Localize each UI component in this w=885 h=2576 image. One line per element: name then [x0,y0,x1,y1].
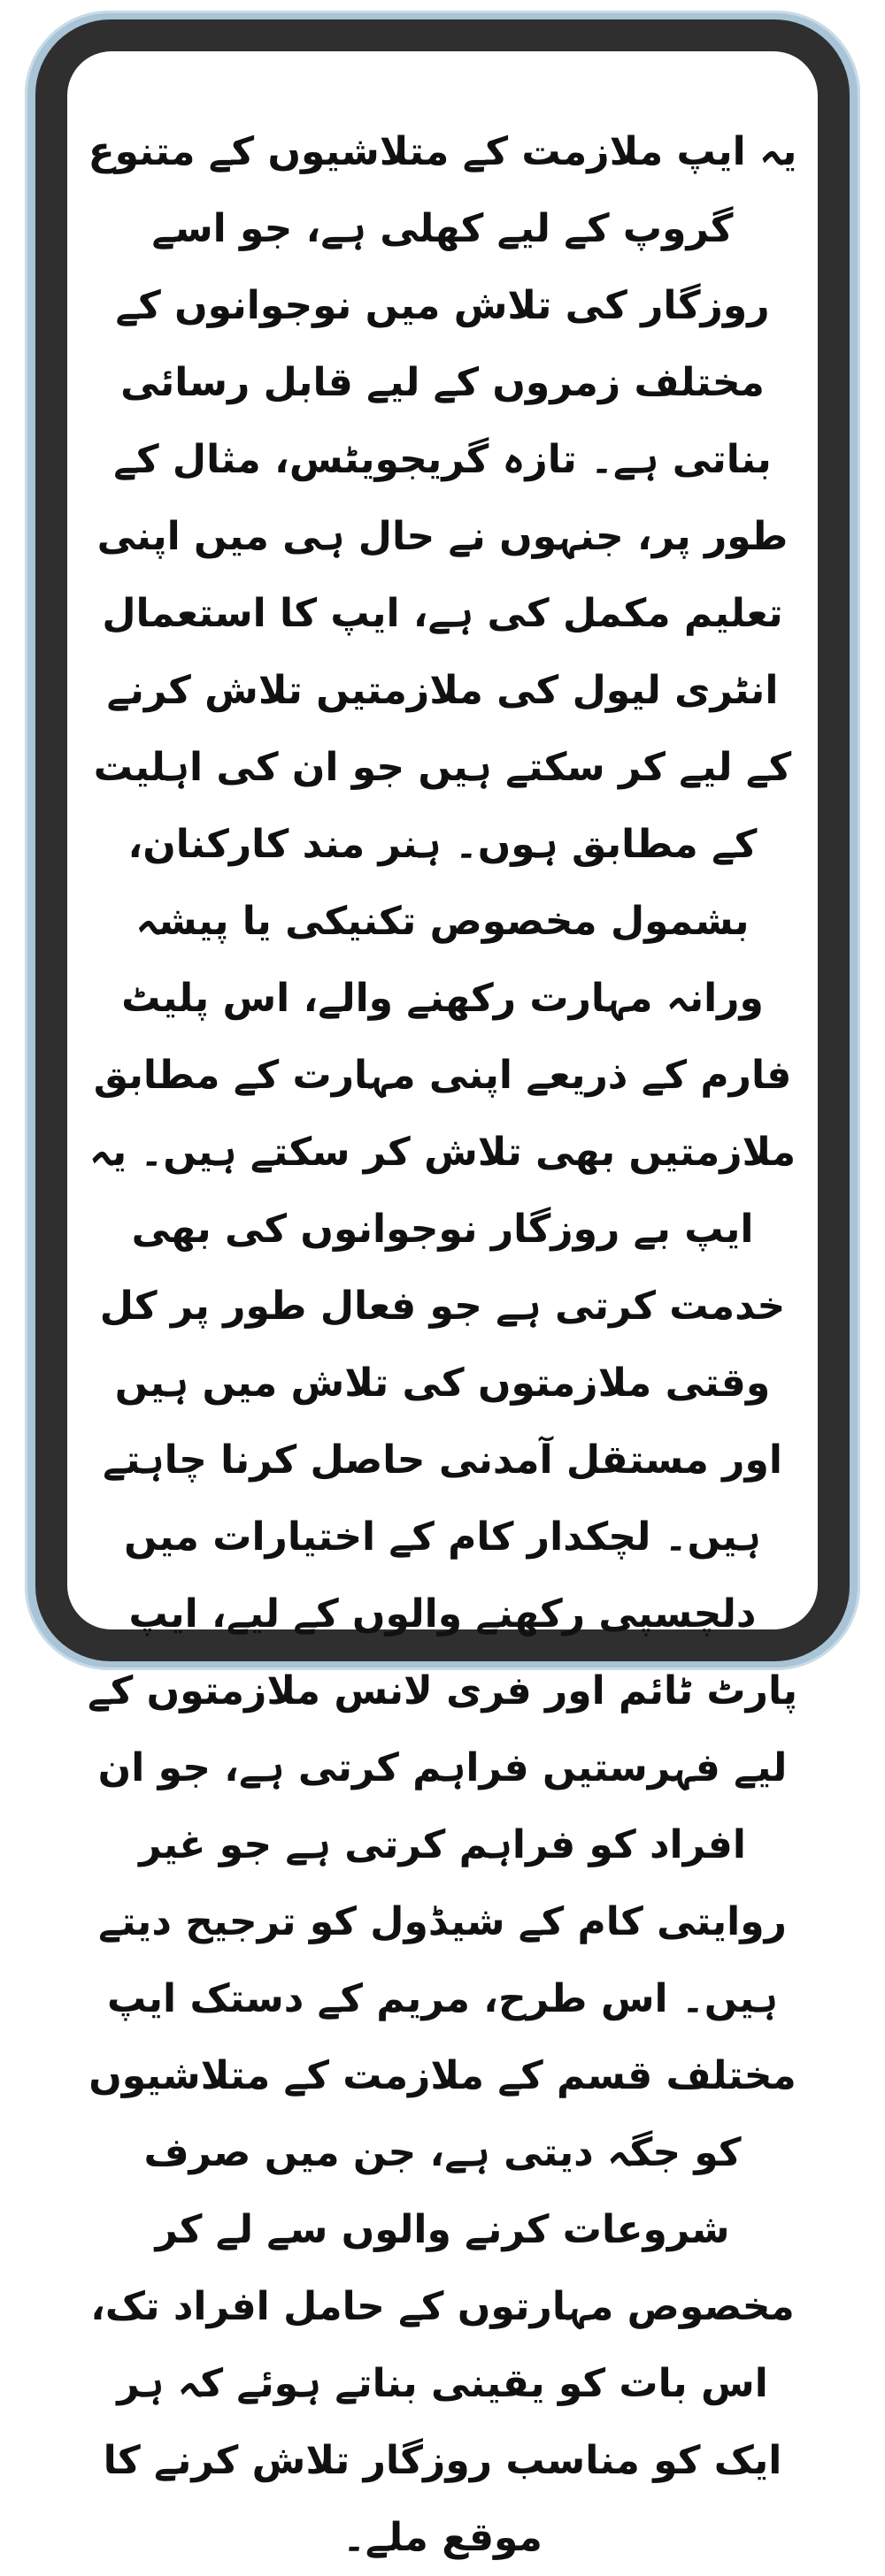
article-body: یہ ایپ ملازمت کے متلاشیوں کے متنوع گروپ کے لیے کھلی ہے، جو اسے روزگار کی تلاش میں نوجوانوں کے مختلف زمروں کے لیے قابل رسائی بناتی ہے۔ تازہ گریجویٹس، مثال کے طور پر، جنہوں نے حال ہی میں اپنی تعلیم مکمل کی ہے، ایپ کا استعمال انٹری لیول کی ملازمتیں تلاش کرنے کے لیے کر سکتے ہیں جو ان کی اہلیت کے مطابق ہوں۔ ہنر مند کارکنان، بشمول مخصوص تکنیکی یا پیشہ ورانہ مہارت رکھنے والے، اس پلیٹ فارم کے ذریعے اپنی مہارت کے مطابق ملازمتیں بھی تلاش کر سکتے ہیں۔ یہ ایپ بے روزگار نوجوانوں کی بھی خدمت کرتی ہے جو فعال طور پر کل وقتی ملازمتوں کی تلاش میں ہیں اور مستقل آمدنی حاصل کرنا چاہتے ہیں۔ لچکدار کام کے اختیارات میں دلچسپی رکھنے والوں کے لیے، ایپ پارٹ ٹائم اور فری لانس ملازمتوں کے لیے فہرستیں فراہم کرتی ہے، جو ان افراد کو فراہم کرتی ہے جو غیر روایتی کام کے شیڈول کو ترجیح دیتے ہیں۔ اس طرح، مریم کے دستک ایپ مختلف قسم کے ملازمت کے متلاشیوں کو جگہ دیتی ہے، جن میں صرف شروعات کرنے والوں سے لے کر مخصوص مہارتوں کے حامل افراد تک، اس بات کو یقینی بناتے ہوئے کہ ہر ایک کو مناسب روزگار تلاش کرنے کا موقع ملے۔ [87,129,797,2560]
